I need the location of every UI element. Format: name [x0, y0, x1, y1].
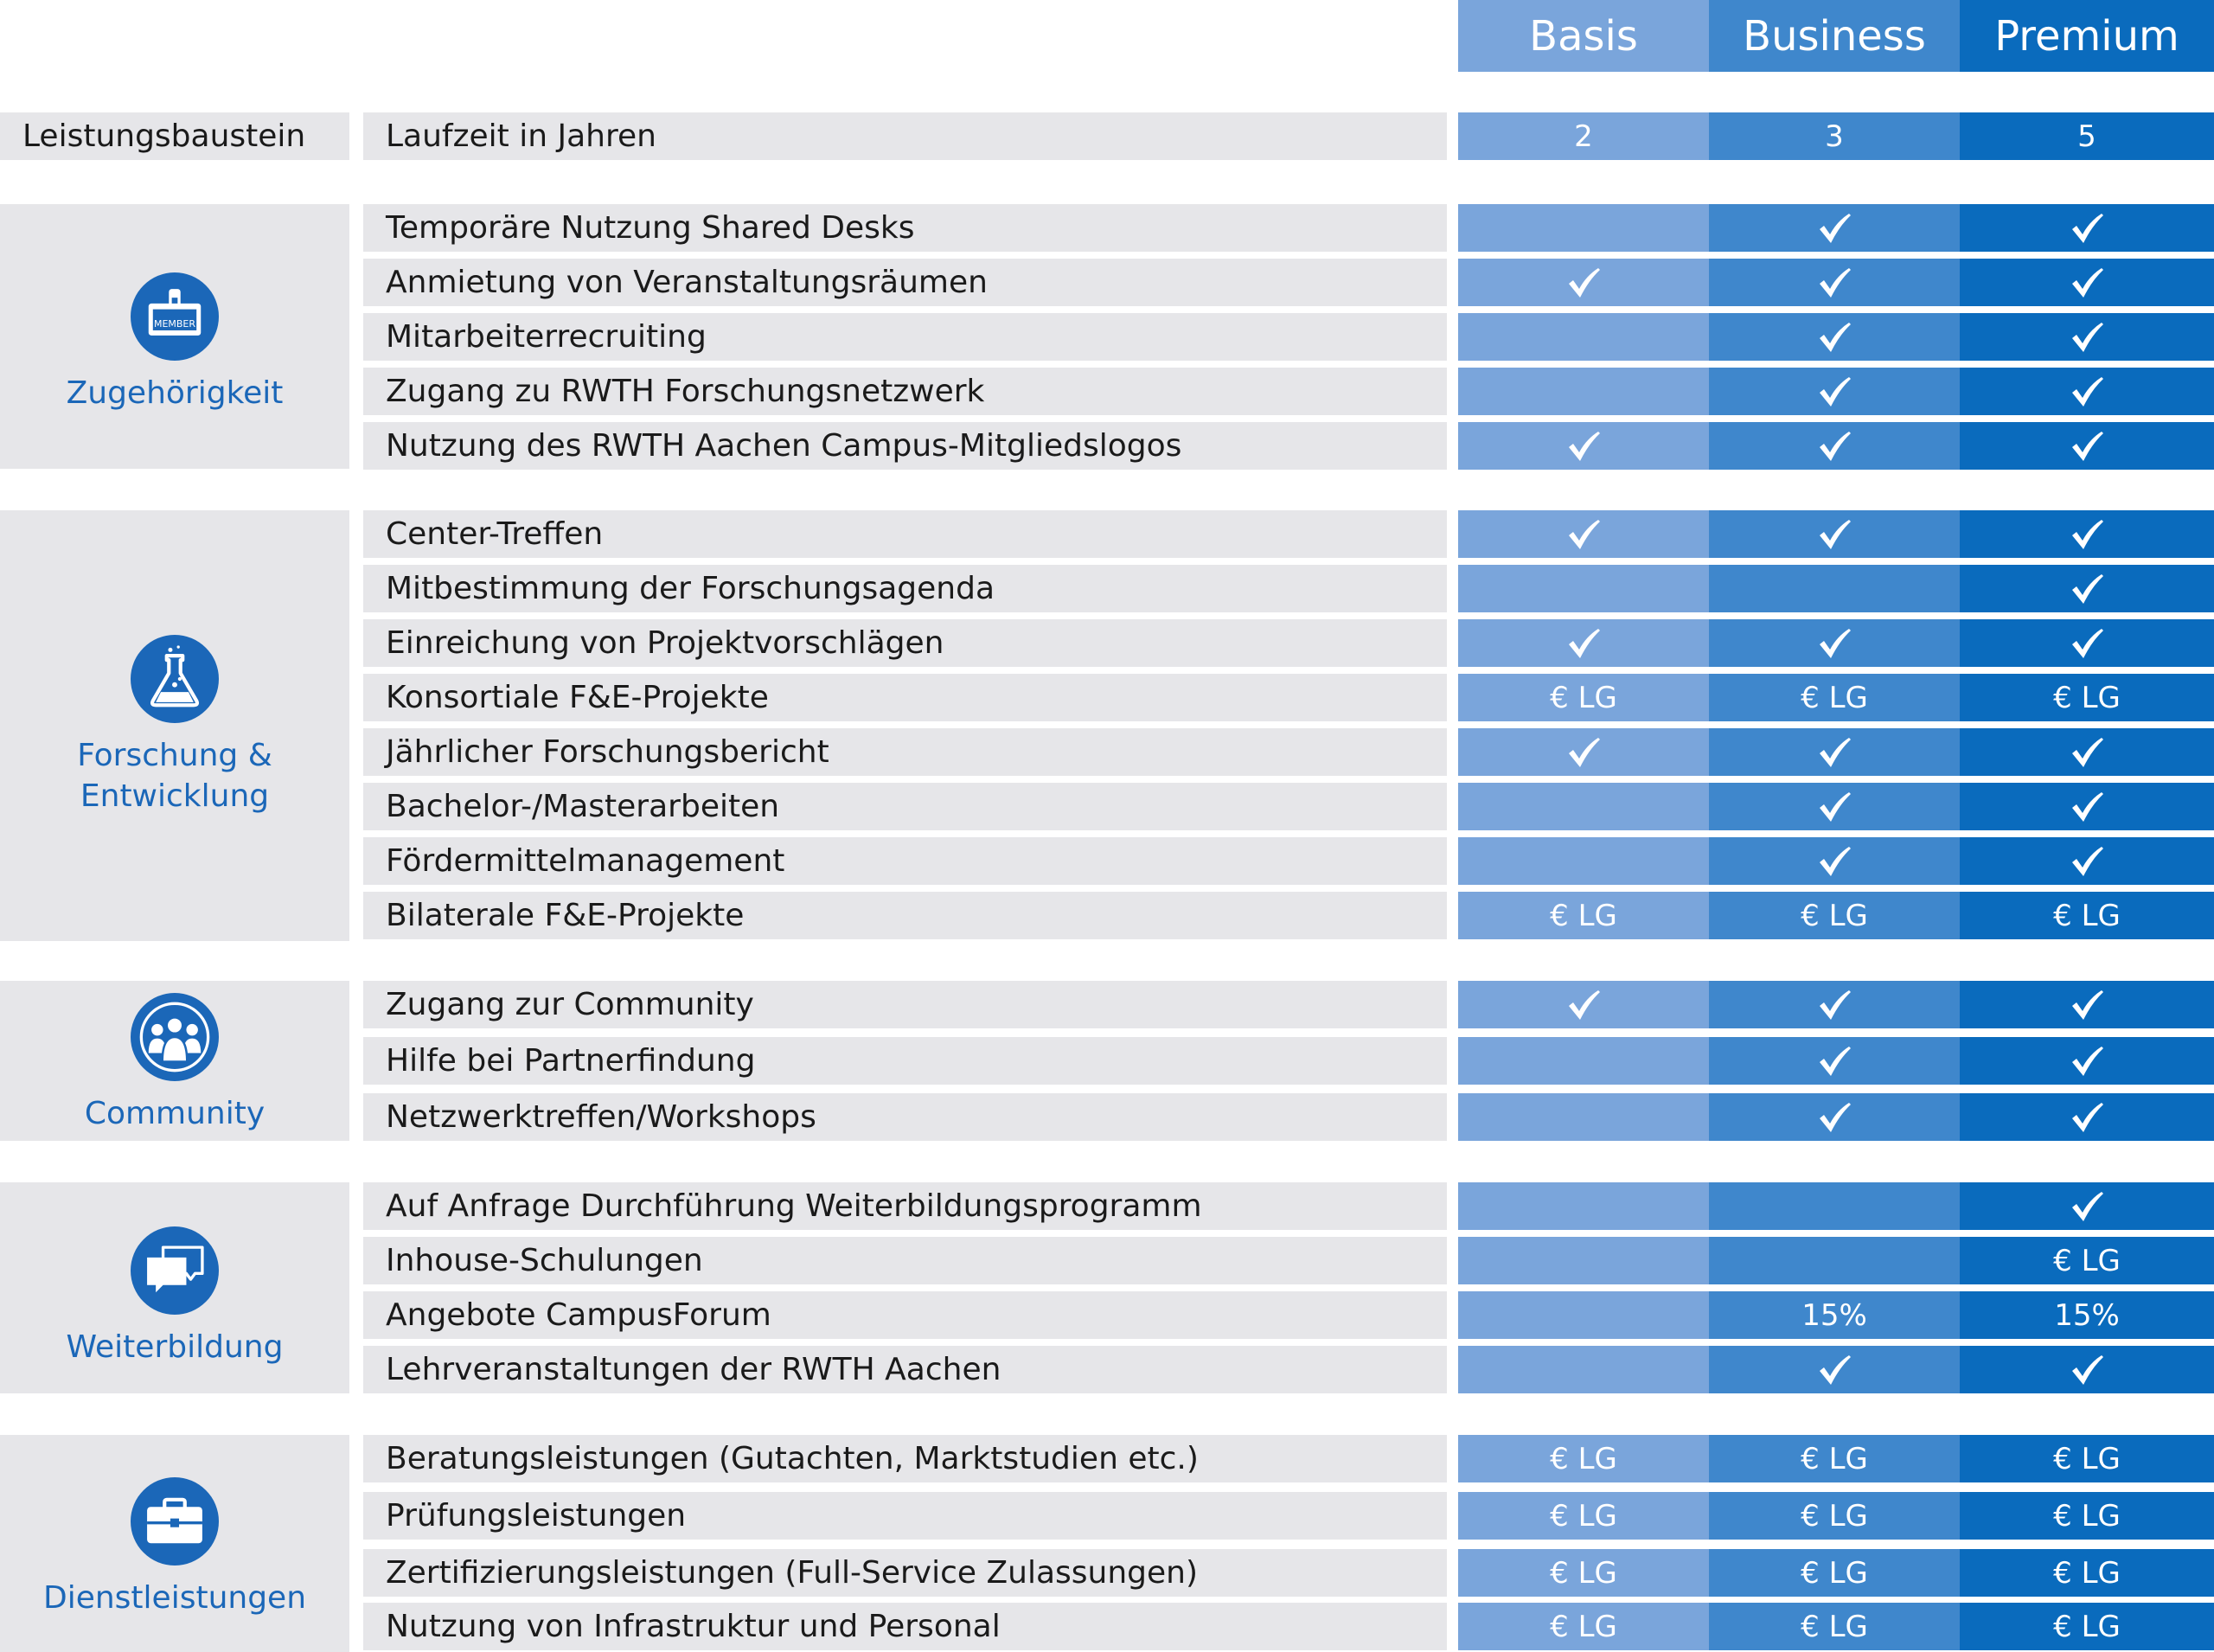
- group-icon-wrap: [131, 272, 219, 361]
- plan-cell-business: [1709, 1435, 1960, 1482]
- feature-label-laufzeit: Laufzeit in Jahren: [363, 112, 1447, 160]
- plan-cell-basis: [1458, 1492, 1709, 1540]
- plan-cell-basis: [1458, 510, 1709, 558]
- group-block-dienstleistungen: [0, 1435, 349, 1652]
- checkmark-icon: [1817, 1353, 1852, 1387]
- table-row-zugang-zur-community: Zugang zur Community: [363, 981, 1447, 1028]
- plan-cell-basis: [1458, 1603, 1709, 1650]
- checkmark-icon: [1817, 626, 1852, 661]
- cell-value: € LG: [1801, 1498, 1868, 1534]
- cell-value: 5: [2077, 118, 2096, 154]
- checkmark-icon: [2070, 1189, 2104, 1224]
- plan-cell-premium: [1960, 422, 2214, 470]
- table-row-hilfe-bei-partnerfindung: Hilfe bei Partnerfindung: [363, 1037, 1447, 1085]
- cell-value: € LG: [2053, 680, 2121, 715]
- table-row-auf-anfrage-durchfuehrung-weiterbildungsprogramm: Auf Anfrage Durchführung Weiterbildungsprogramm: [363, 1182, 1447, 1230]
- plan-cell-premium: [1960, 1492, 2214, 1540]
- member-badge-text: MEMBER: [153, 317, 196, 330]
- member-badge-icon: [138, 280, 211, 353]
- table-row-lehrveranstaltungen-der-rwth-aachen: Lehrveranstaltungen der RWTH Aachen: [363, 1346, 1447, 1393]
- table-row-center-treffen: Center-Treffen: [363, 510, 1447, 558]
- checkmark-icon: [1817, 735, 1852, 770]
- plan-cell-business: [1709, 981, 1960, 1028]
- plan-cell-basis: [1458, 1182, 1709, 1230]
- cell-value: € LG: [1801, 1609, 1868, 1644]
- table-row-einreichung-von-projektvorschlaegen: Einreichung von Projektvorschlägen: [363, 619, 1447, 667]
- group-header-zugehoerigkeit: [0, 272, 349, 413]
- table-row-angebote-campusforum: Angebote CampusForum: [363, 1291, 1447, 1339]
- plan-cell-business: [1709, 259, 1960, 306]
- checkmark-icon: [1566, 266, 1601, 300]
- checkmark-icon: [2070, 735, 2104, 770]
- plan-cell-premium: [1960, 783, 2214, 830]
- briefcase-icon: [138, 1485, 211, 1558]
- checkmark-icon: [2070, 375, 2104, 409]
- plan-cell-premium: [1960, 313, 2214, 361]
- cell-value: € LG: [2053, 1609, 2121, 1644]
- plan-cell-premium: [1960, 1237, 2214, 1284]
- checkmark-icon: [1817, 266, 1852, 300]
- flask-icon: [138, 643, 211, 715]
- group-label: Dienstleistungen: [42, 1580, 307, 1616]
- group-header-forschung-entwicklung: [0, 635, 349, 816]
- plan-cell-basis: [1458, 204, 1709, 252]
- table-row-zugang-zu-rwth-forschungsnetzwerk: Zugang zu RWTH Forschungsnetzwerk: [363, 368, 1447, 415]
- group-label: Community: [84, 1096, 266, 1131]
- plan-cell-premium: [1960, 981, 2214, 1028]
- cell-value: 15%: [2054, 1297, 2120, 1333]
- plan-cell-premium: [1960, 204, 2214, 252]
- group-icon-wrap: [131, 993, 219, 1081]
- plan-cell-premium: [1960, 1549, 2214, 1597]
- table-row-mitarbeiterrecruiting: Mitarbeiterrecruiting: [363, 313, 1447, 361]
- plan-cell-business: [1709, 1492, 1960, 1540]
- plan-cell-business: [1709, 565, 1960, 612]
- cell-value: € LG: [1550, 1609, 1617, 1644]
- cell-value: € LG: [1550, 680, 1617, 715]
- checkmark-icon: [2070, 626, 2104, 661]
- cell-value: 3: [1825, 118, 1844, 154]
- plan-cell-basis: [1458, 422, 1709, 470]
- checkmark-icon: [2070, 1353, 2104, 1387]
- checkmark-icon: [1817, 790, 1852, 824]
- cell-value: € LG: [2053, 1498, 2121, 1534]
- plan-cell-premium: [1960, 1182, 2214, 1230]
- checkmark-icon: [1566, 429, 1601, 464]
- table-row-pruefungsleistungen: Prüfungsleistungen: [363, 1492, 1447, 1540]
- table-row-konsortiale-f-e-projekte: Konsortiale F&E-Projekte: [363, 674, 1447, 721]
- plan-cell-premium: [1960, 368, 2214, 415]
- checkmark-icon: [2070, 429, 2104, 464]
- checkmark-icon: [1566, 735, 1601, 770]
- plan-cell-premium: [1960, 1435, 2214, 1482]
- plan-cell-basis: [1458, 1037, 1709, 1085]
- checkmark-icon: [2070, 790, 2104, 824]
- plan-cell-premium: [1960, 1291, 2214, 1339]
- plan-header-business: Business: [1709, 0, 1960, 72]
- checkmark-icon: [1817, 844, 1852, 879]
- plan-cell-basis: [1458, 368, 1709, 415]
- checkmark-icon: [2070, 844, 2104, 879]
- table-row-inhouse-schulungen: Inhouse-Schulungen: [363, 1237, 1447, 1284]
- cell-value: € LG: [2053, 1555, 2121, 1591]
- group-block-community: [0, 981, 349, 1141]
- table-row-nutzung-von-infrastruktur-und-personal: Nutzung von Infrastruktur und Personal: [363, 1603, 1447, 1650]
- plan-cell-basis: [1458, 1093, 1709, 1141]
- plan-cell-basis: [1458, 892, 1709, 939]
- plan-cell-premium: [1960, 259, 2214, 306]
- cell-value: € LG: [1550, 1441, 1617, 1476]
- speech-bubbles-icon: [138, 1234, 211, 1307]
- plan-cell-basis: [1458, 313, 1709, 361]
- plan-cell-premium: [1960, 565, 2214, 612]
- table-row-zertifizierungsleistungen-full-service-zulassungen: Zertifizierungsleistungen (Full-Service Zulassungen): [363, 1549, 1447, 1597]
- group-icon-wrap: [131, 1477, 219, 1566]
- plan-header-premium: Premium: [1960, 0, 2214, 72]
- checkmark-icon: [2070, 1100, 2104, 1135]
- plan-cell-basis: [1458, 674, 1709, 721]
- group-header-dienstleistungen: [0, 1477, 349, 1618]
- people-group-icon: [138, 1001, 211, 1073]
- group-block-zugehoerigkeit: [0, 204, 349, 469]
- cell-value: € LG: [1801, 1441, 1868, 1476]
- plan-cell-basis: [1458, 1237, 1709, 1284]
- plan-cell-premium: [1960, 1093, 2214, 1141]
- plan-cell-premium: [1960, 674, 2214, 721]
- checkmark-icon: [1566, 517, 1601, 552]
- checkmark-icon: [1817, 429, 1852, 464]
- plan-cell-basis: [1458, 981, 1709, 1028]
- checkmark-icon: [1817, 517, 1852, 552]
- column-label-leistungsbaustein: Leistungsbaustein: [0, 112, 349, 160]
- cell-value: € LG: [1801, 680, 1868, 715]
- plan-cell-business: [1709, 313, 1960, 361]
- plan-cell-basis: [1458, 1291, 1709, 1339]
- plan-cell-business: [1709, 510, 1960, 558]
- table-row-mitbestimmung-der-forschungsagenda: Mitbestimmung der Forschungsagenda: [363, 565, 1447, 612]
- group-block-forschung-entwicklung: [0, 510, 349, 941]
- plan-cell-premium: [1960, 1346, 2214, 1393]
- plan-cell-premium: [1960, 619, 2214, 667]
- checkmark-icon: [1817, 988, 1852, 1022]
- plan-cell-basis: [1458, 728, 1709, 776]
- cell-value: € LG: [1550, 1498, 1617, 1534]
- checkmark-icon: [2070, 211, 2104, 246]
- plan-cell-business: [1709, 892, 1960, 939]
- checkmark-icon: [1817, 1100, 1852, 1135]
- checkmark-icon: [2070, 1044, 2104, 1079]
- plan-cell-premium: [1960, 892, 2214, 939]
- plan-cell-basis: [1458, 1346, 1709, 1393]
- plan-cell-business: [1709, 619, 1960, 667]
- group-label: Zugehörigkeit: [66, 375, 284, 411]
- laufzeit-value-business: [1709, 112, 1960, 160]
- checkmark-icon: [1817, 375, 1852, 409]
- laufzeit-value-premium: [1960, 112, 2214, 160]
- group-icon-wrap: [131, 635, 219, 723]
- table-row-netzwerktreffen-workshops: Netzwerktreffen/Workshops: [363, 1093, 1447, 1141]
- checkmark-icon: [2070, 266, 2104, 300]
- plan-cell-business: [1709, 368, 1960, 415]
- plan-cell-business: [1709, 1182, 1960, 1230]
- plan-cell-business: [1709, 837, 1960, 885]
- plan-cell-premium: [1960, 1603, 2214, 1650]
- plan-cell-business: [1709, 728, 1960, 776]
- laufzeit-value-basis: [1458, 112, 1709, 160]
- checkmark-icon: [2070, 517, 2104, 552]
- table-row-bachelor-masterarbeiten: Bachelor-/Masterarbeiten: [363, 783, 1447, 830]
- plan-cell-premium: [1960, 837, 2214, 885]
- plan-cell-business: [1709, 1603, 1960, 1650]
- plan-cell-premium: [1960, 728, 2214, 776]
- group-block-weiterbildung: [0, 1182, 349, 1393]
- group-icon-wrap: [131, 1226, 219, 1315]
- cell-value: € LG: [1550, 1555, 1617, 1591]
- plan-cell-business: [1709, 1549, 1960, 1597]
- table-row-jaehrlicher-forschungsbericht: Jährlicher Forschungsbericht: [363, 728, 1447, 776]
- plan-header-basis: Basis: [1458, 0, 1709, 72]
- group-header-weiterbildung: [0, 1226, 349, 1367]
- plan-cell-basis: [1458, 1435, 1709, 1482]
- plan-cell-business: [1709, 674, 1960, 721]
- checkmark-icon: [2070, 988, 2104, 1022]
- plan-cell-basis: [1458, 1549, 1709, 1597]
- plan-cell-business: [1709, 1093, 1960, 1141]
- group-header-community: [0, 993, 349, 1134]
- checkmark-icon: [2070, 320, 2104, 355]
- plan-cell-premium: [1960, 510, 2214, 558]
- plan-cell-basis: [1458, 259, 1709, 306]
- checkmark-icon: [2070, 572, 2104, 606]
- cell-value: € LG: [1801, 898, 1868, 933]
- cell-value: € LG: [2053, 1243, 2121, 1278]
- plan-cell-basis: [1458, 783, 1709, 830]
- plan-cell-business: [1709, 1346, 1960, 1393]
- table-row-nutzung-des-rwth-aachen-campus-mitgliedslogos: Nutzung des RWTH Aachen Campus-Mitgliedslogos: [363, 422, 1447, 470]
- plan-cell-business: [1709, 1237, 1960, 1284]
- table-row-anmietung-von-veranstaltungsraeumen: Anmietung von Veranstaltungsräumen: [363, 259, 1447, 306]
- checkmark-icon: [1566, 988, 1601, 1022]
- cell-value: € LG: [2053, 1441, 2121, 1476]
- checkmark-icon: [1817, 320, 1852, 355]
- plan-cell-premium: [1960, 1037, 2214, 1085]
- cell-value: € LG: [2053, 898, 2121, 933]
- plan-cell-basis: [1458, 565, 1709, 612]
- plan-cell-business: [1709, 422, 1960, 470]
- plan-cell-business: [1709, 1291, 1960, 1339]
- plan-cell-basis: [1458, 619, 1709, 667]
- table-row-temporaere-nutzung-shared-desks: Temporäre Nutzung Shared Desks: [363, 204, 1447, 252]
- checkmark-icon: [1817, 211, 1852, 246]
- plan-cell-basis: [1458, 837, 1709, 885]
- table-row-beratungsleistungen-gutachten-marktstudien-etc: Beratungsleistungen (Gutachten, Marktstudien etc.): [363, 1435, 1447, 1482]
- group-label: Forschung & Entwicklung: [77, 738, 272, 814]
- table-row-foerdermittelmanagement: Fördermittelmanagement: [363, 837, 1447, 885]
- cell-value: 15%: [1801, 1297, 1867, 1333]
- checkmark-icon: [1817, 1044, 1852, 1079]
- checkmark-icon: [1566, 626, 1601, 661]
- plan-cell-business: [1709, 783, 1960, 830]
- plan-cell-business: [1709, 204, 1960, 252]
- cell-value: € LG: [1801, 1555, 1868, 1591]
- cell-value: € LG: [1550, 898, 1617, 933]
- plan-cell-business: [1709, 1037, 1960, 1085]
- table-row-bilaterale-f-e-projekte: Bilaterale F&E-Projekte: [363, 892, 1447, 939]
- group-label: Weiterbildung: [66, 1329, 284, 1365]
- cell-value: 2: [1574, 118, 1593, 154]
